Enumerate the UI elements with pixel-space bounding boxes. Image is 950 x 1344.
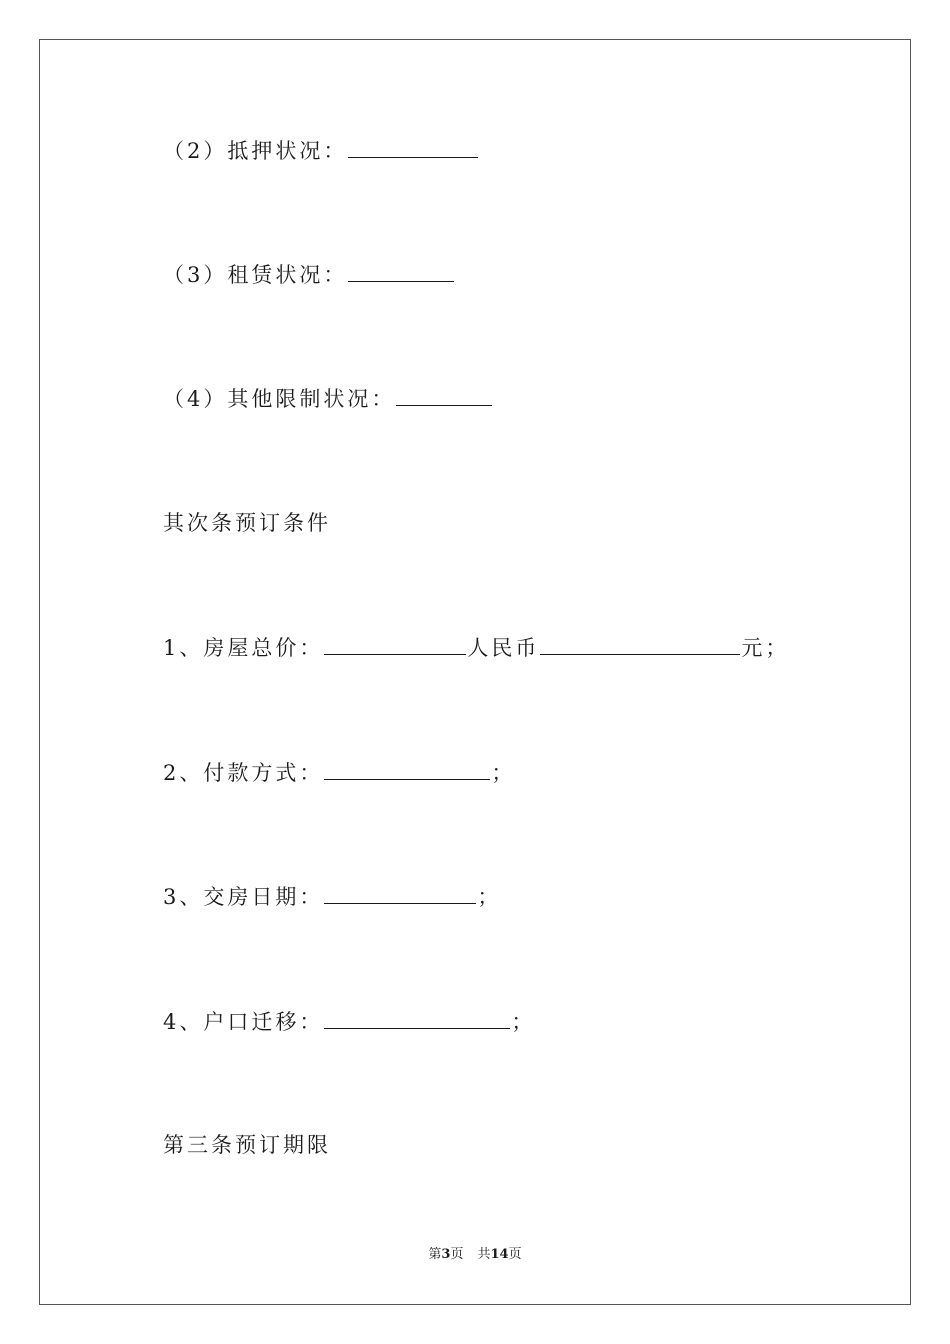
article-2-heading: 其次条预订条件 [163, 511, 331, 535]
total-price-blank[interactable] [324, 634, 466, 655]
lease-status-label: （3）租赁状况： [163, 263, 348, 287]
other-restriction-label: （4）其他限制状况： [163, 387, 396, 411]
delivery-date-label: 3、交房日期： [163, 885, 324, 909]
mortgage-status-line [163, 137, 479, 165]
delivery-date-end: ； [477, 885, 502, 909]
lease-status-line [163, 261, 455, 289]
payment-method-label: 2、付款方式： [163, 761, 324, 785]
total-price-label: 1、房屋总价： [163, 636, 324, 660]
mortgage-status-label: （2）抵押状况： [163, 139, 348, 163]
other-restriction-blank[interactable] [396, 385, 492, 406]
total-price-line [163, 634, 789, 662]
yuan-label: 元； [741, 636, 790, 660]
payment-method-line [163, 759, 515, 787]
page-number: 3 [441, 1247, 451, 1262]
lease-status-blank[interactable] [348, 261, 454, 282]
page-number-prefix: 第 [428, 1247, 442, 1262]
hukou-transfer-blank[interactable] [324, 1008, 510, 1029]
total-pages: 14 [490, 1247, 509, 1262]
rmb-label: 人民币 [467, 636, 540, 660]
payment-method-blank[interactable] [324, 759, 490, 780]
page-frame [39, 39, 911, 1305]
other-restriction-line [163, 385, 493, 413]
hukou-transfer-end: ； [511, 1010, 536, 1034]
article-3-heading: 第三条预订期限 [163, 1133, 331, 1157]
delivery-date-blank[interactable] [324, 883, 476, 904]
mortgage-status-blank[interactable] [348, 137, 478, 158]
total-pages-prefix: 共 [477, 1247, 491, 1262]
page-number-suffix: 页 [450, 1247, 464, 1262]
rmb-amount-blank[interactable] [540, 634, 740, 655]
total-pages-suffix: 页 [508, 1247, 522, 1262]
delivery-date-line [163, 883, 501, 911]
payment-method-end: ； [491, 761, 516, 785]
hukou-transfer-label: 4、户口迁移： [163, 1010, 324, 1034]
hukou-transfer-line [163, 1008, 535, 1036]
page-footer [0, 1246, 950, 1264]
